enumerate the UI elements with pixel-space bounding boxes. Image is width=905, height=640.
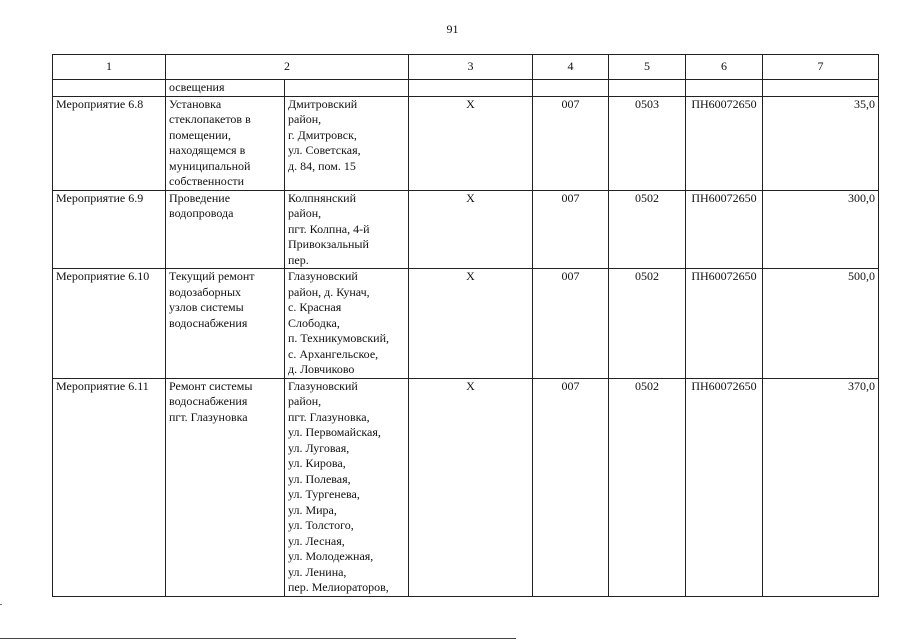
cell-col4	[533, 80, 609, 97]
cell-col3: X	[409, 269, 533, 379]
cell-col6: ПН60072650	[686, 96, 763, 190]
cell-col5: 0502	[609, 190, 686, 269]
cell-description: Ремонт системы водоснабжения пгт. Глазуновка	[166, 378, 285, 596]
table-row	[53, 378, 879, 596]
header-col-6: 6	[686, 55, 763, 80]
cell-description: Проведение водопровода	[166, 190, 285, 269]
table-row	[53, 190, 879, 269]
cell-col5: 0503	[609, 96, 686, 190]
header-col-7: 7	[763, 55, 879, 80]
cell-col4: 007	[533, 190, 609, 269]
cell-col6: ПН60072650	[686, 378, 763, 596]
budget-table	[52, 54, 879, 597]
cell-col7	[763, 80, 879, 97]
header-col-1: 1	[53, 55, 166, 80]
cell-name: Мероприятие 6.8	[53, 96, 166, 190]
cell-col7: 500,0	[763, 269, 879, 379]
cell-col7: 370,0	[763, 378, 879, 596]
cell-col6: ПН60072650	[686, 269, 763, 379]
cell-col6	[686, 80, 763, 97]
cell-name: Мероприятие 6.10	[53, 269, 166, 379]
cell-col5: 0502	[609, 269, 686, 379]
header-col-5: 5	[609, 55, 686, 80]
scan-artifact-tick	[0, 604, 2, 605]
cell-col7: 300,0	[763, 190, 879, 269]
cell-name	[53, 80, 166, 97]
cell-col3: X	[409, 378, 533, 596]
header-row	[53, 55, 879, 80]
cell-col5: 0502	[609, 378, 686, 596]
cell-col3	[409, 80, 533, 97]
header-col-3: 3	[409, 55, 533, 80]
header-col-4: 4	[533, 55, 609, 80]
cell-description: Установка стеклопакетов в помещении, находящемся в муниципальной собственности	[166, 96, 285, 190]
cell-col3: X	[409, 190, 533, 269]
continuation-row	[53, 80, 879, 97]
cell-location: Глазуновский район, пгт. Глазуновка, ул. Первомайская, ул. Луговая, ул. Кирова, ул. Полевая, ул. Тургенева, ул. Мира, ул. Толстого, ул. Лесная, ул. Молодежная, ул. Ленина, пер. Мелиораторов,	[285, 378, 409, 596]
cell-location	[285, 80, 409, 97]
cell-col5	[609, 80, 686, 97]
page-number: 91	[446, 22, 459, 36]
table-row	[53, 269, 879, 379]
cell-col4: 007	[533, 96, 609, 190]
cell-location: Глазуновский район, д. Кунач, с. Красная Слободка, п. Техникумовский, с. Архангельское, д. Ловчиково	[285, 269, 409, 379]
cell-col3: X	[409, 96, 533, 190]
cell-col4: 007	[533, 269, 609, 379]
cell-description: освещения	[166, 80, 285, 97]
cell-name: Мероприятие 6.9	[53, 190, 166, 269]
cell-col4: 007	[533, 378, 609, 596]
cell-location: Дмитровский район, г. Дмитровск, ул. Советская, д. 84, пом. 15	[285, 96, 409, 190]
cell-col6: ПН60072650	[686, 190, 763, 269]
cell-col7: 35,0	[763, 96, 879, 190]
cell-location: Колпнянский район, пгт. Колпна, 4-й Привокзальный пер.	[285, 190, 409, 269]
header-col-2: 2	[166, 55, 409, 80]
scan-edge-line	[0, 638, 516, 639]
table-row	[53, 96, 879, 190]
cell-name: Мероприятие 6.11	[53, 378, 166, 596]
cell-description: Текущий ремонт водозаборных узлов системы водоснабжения	[166, 269, 285, 379]
